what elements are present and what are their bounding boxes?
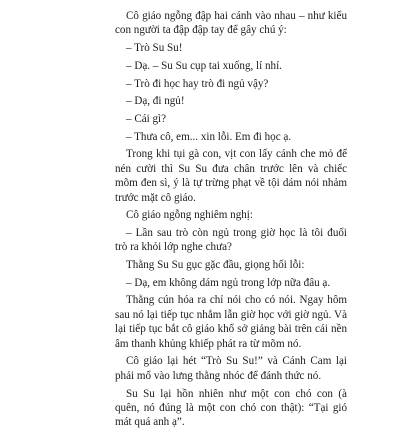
paragraph-12: – Dạ, em không dám ngủ trong lớp nữa đâu ạ. — [126, 276, 331, 289]
paragraph-7: – Thưa cô, em... xin lỗi. Em đi học ạ. — [126, 130, 292, 143]
page-text — [115, 9, 347, 430]
paragraph-5: – Dạ, đi ngủ! — [126, 95, 185, 108]
paragraph-1: Cô giáo ngỗng đập hai cánh vào nhau – như kiểu con người ta đập đập tay để gây chú ý: — [115, 10, 347, 37]
paragraph-14: Cô giáo lại hét “Trò Su Su!” và Cánh Cam lại phải mổ vào lưng thằng nhóc để đánh thức nó. — [115, 355, 347, 382]
paragraph-11: Thằng Su Su gục gặc đầu, giọng hối lỗi: — [126, 259, 305, 272]
paragraph-13: Thằng cún hóa ra chỉ nói cho có nói. Ngay hôm sau nó lại tiếp tục nhắm lẫn giờ học với giờ ngủ. Và lại tiếp tục bắt cô giáo khổ sở giảng bài trên cái nền âm thanh khủng khiếp phát ra từ mõm nó. — [115, 294, 347, 350]
paragraph-3: – Dạ. – Su Su cụp tai xuống, lí nhí. — [126, 59, 282, 72]
paragraph-15: Su Su lại hồn nhiên như một con chó con (à quên, nó đúng là một con chó con thật): “Tại gió mát quá anh ạ”. — [115, 387, 347, 429]
paragraph-8: Trong khi tụi gà con, vịt con lấy cánh che mỏ để nén cười thì Su Su đưa chân trước lên và chiếc mõm đen sì, ý là tự trừng phạt về tội dám nói nhảm trước mặt cô giáo. — [115, 148, 347, 204]
paragraph-9: Cô giáo ngỗng nghiêm nghị: — [126, 209, 253, 222]
paragraph-2: – Trò Su Su! — [126, 42, 183, 55]
paragraph-4: – Trò đi học hay trò đi ngủ vậy? — [126, 77, 269, 90]
paragraph-10: – Lần sau trò còn ngủ trong giờ học là tôi đuổi trò ra khỏi lớp nghe chưa? — [115, 226, 347, 254]
paragraph-6: – Cái gì? — [126, 112, 167, 125]
